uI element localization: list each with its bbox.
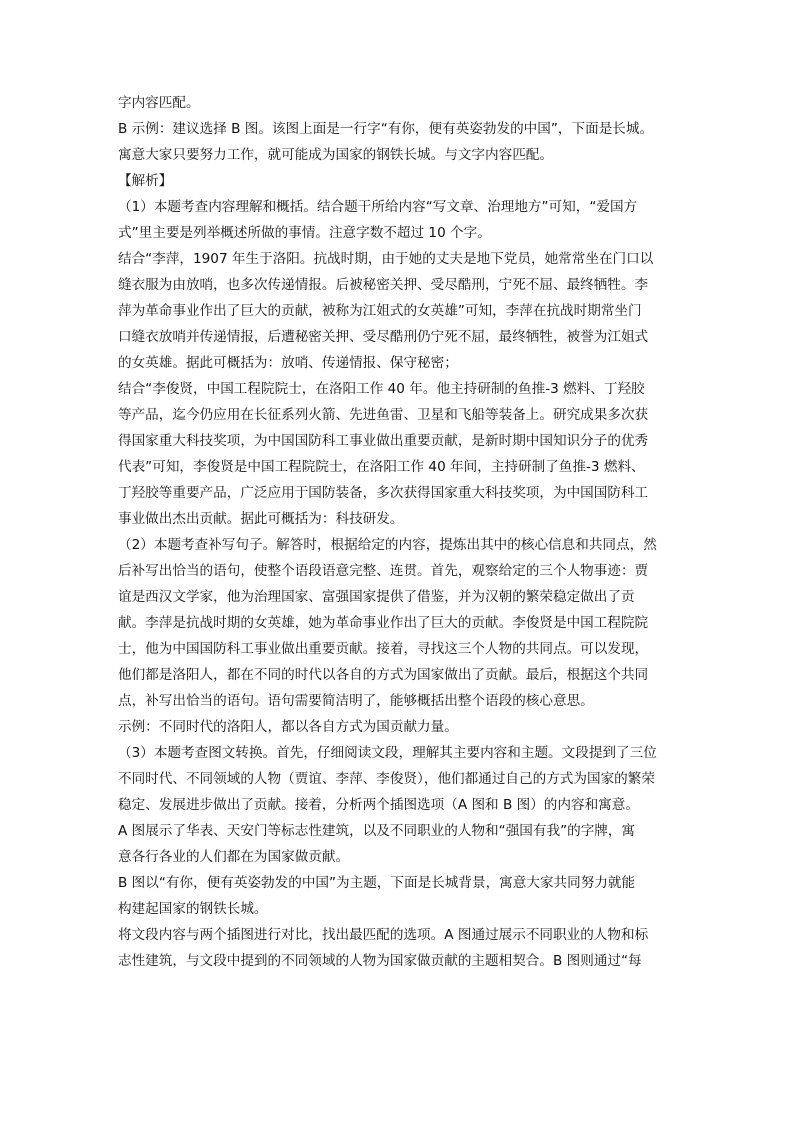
- text-line: 代表”可知，李俊贤是中国工程院院士，在洛阳工作 40 年间，主持研制了鱼推-3 燃料、: [118, 459, 645, 475]
- text-line: 结合“李萍，1907 年生于洛阳。抗战时期，由于她的丈夫是地下党员，她常常坐在门口以: [118, 251, 654, 267]
- text-line: 志性建筑，与文段中提到的不同领域的人物为国家做贡献的主题相契合。B 图则通过“每: [118, 953, 642, 969]
- text-line: 谊是西汉文学家，他为治理国家、富强国家提供了借鉴，并为汉朝的繁荣稳定做出了贡: [118, 589, 635, 605]
- text-line: 的女英雄。据此可概括为：放哨、传递情报、保守秘密；: [118, 355, 458, 371]
- text-line: 等产品，迄今仍应用在长征系列火箭、先进鱼雷、卫星和飞船等装备上。研究成果多次获: [118, 407, 649, 423]
- answer-analysis-text: [118, 90, 678, 974]
- text-line: 得国家重大科技奖项，为中国国防科工事业做出重要贡献，是新时期中国知识分子的优秀: [118, 433, 649, 449]
- text-line: 丁羟胶等重要产品，广泛应用于国防装备，多次获得国家重大科技奖项，为中国国防科工: [118, 485, 649, 501]
- text-line: （2）本题考查补写句子。解答时，根据给定的内容，提炼出其中的核心信息和共同点，然: [118, 537, 657, 553]
- text-line: B 示例：建议选择 B 图。该图上面是一行字“有你，便有英姿勃发的中国”，下面是长城。: [118, 121, 654, 137]
- text-line: 后补写出恰当的语句，使整个语段语意完整、连贯。首先，观察给定的三个人物事迹：贾: [118, 563, 649, 579]
- text-line: 萍为革命事业作出了巨大的贡献，被称为江姐式的女英雄”可知，李萍在抗战时期常坐门: [118, 303, 642, 319]
- text-line: 口缝衣放哨并传递情报，后遭秘密关押、受尽酷刑仍宁死不屈，最终牺牲，被誉为江姐式: [118, 329, 649, 345]
- text-line: 寓意大家只要努力工作，就可能成为国家的钢铁长城。与文字内容匹配。: [118, 147, 553, 163]
- section-heading: 【解析】: [118, 173, 173, 189]
- text-line: 式”里主要是列举概述所做的事情。注意字数不超过 10 个字。: [118, 225, 491, 241]
- text-line: 他们都是洛阳人，都在不同的时代以各自的方式为国家做出了贡献。最后，根据这个共同: [118, 667, 649, 683]
- text-line: B 图以“有你，便有英姿勃发的中国”为主题，下面是长城背景，寓意大家共同努力就能: [118, 875, 636, 891]
- text-line: 事业做出杰出贡献。据此可概括为：科技研发。: [118, 511, 404, 527]
- text-line: 将文段内容与两个插图进行对比，找出最匹配的选项。A 图通过展示不同职业的人物和标: [118, 927, 649, 943]
- text-line: 缝衣服为由放哨，也多次传递情报。后被秘密关押、受尽酷刑，宁死不屈、最终牺牲。李: [118, 277, 649, 293]
- text-line: 构建起国家的钢铁长城。: [118, 901, 268, 917]
- text-line: 结合“李俊贤，中国工程院院士，在洛阳工作 40 年。他主持研制的鱼推-3 燃料、丁羟胶: [118, 381, 645, 397]
- text-line: A 图展示了华表、天安门等标志性建筑，以及不同职业的人物和“强国有我”的字牌，寓: [118, 823, 636, 839]
- text-line: 献。李萍是抗战时期的女英雄，她为革命事业作出了巨大的贡献。李俊贤是中国工程院院: [118, 615, 649, 631]
- text-line: 士，他为中国国防科工事业做出重要贡献。接着，寻找这三个人物的共同点。可以发现，: [118, 641, 649, 657]
- text-line: 字内容匹配。: [118, 95, 200, 111]
- text-line: 示例：不同时代的洛阳人，都以各自方式为国贡献力量。: [118, 719, 458, 735]
- text-line: 点，补写出恰当的语句。语句需要简洁明了，能够概括出整个语段的核心意思。: [118, 693, 594, 709]
- text-line: （3）本题考查图文转换。首先，仔细阅读文段，理解其主要内容和主题。文段提到了三位: [118, 745, 657, 761]
- text-line: 稳定、发展进步做出了贡献。接着，分析两个插图选项（A 图和 B 图）的内容和寓意。: [118, 797, 639, 813]
- text-line: （1）本题考查内容理解和概括。结合题干所给内容“写文章、治理地方”可知，“爱国方: [118, 199, 638, 215]
- text-line: 意各行各业的人们都在为国家做贡献。: [118, 849, 350, 865]
- text-line: 不同时代、不同领域的人物（贾谊、李萍、李俊贤），他们都通过自己的方式为国家的繁荣: [118, 771, 655, 787]
